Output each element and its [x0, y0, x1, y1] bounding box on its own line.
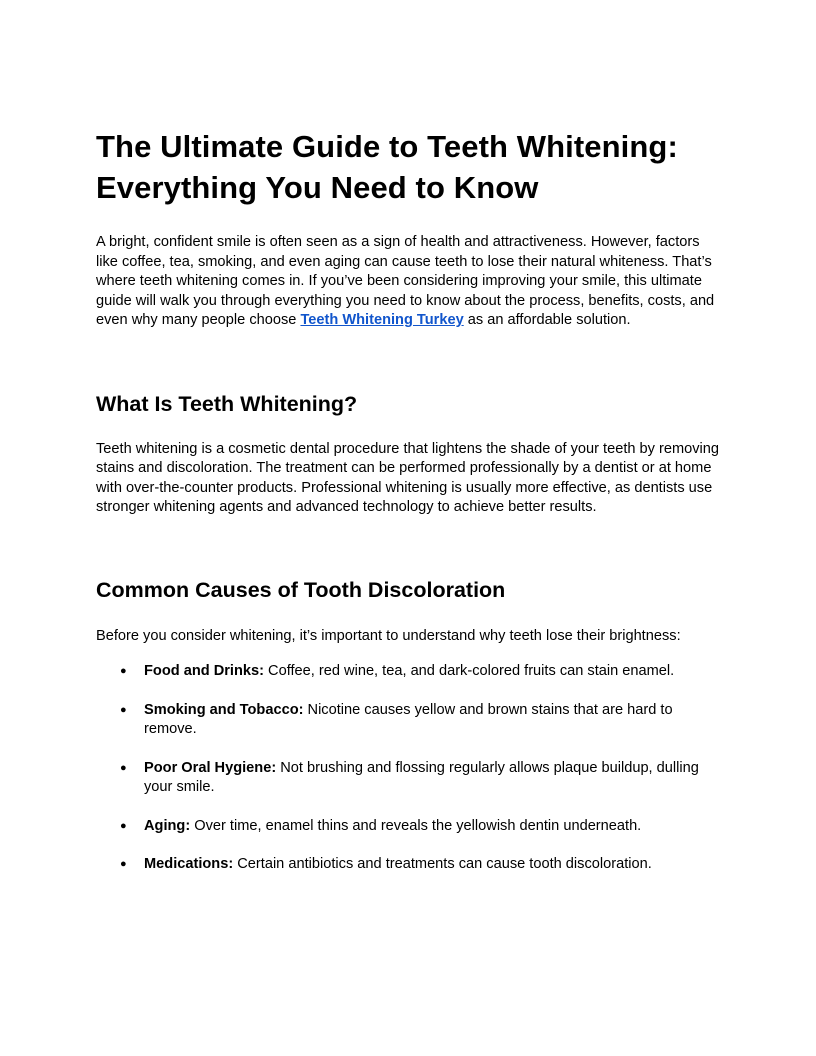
intro-text-after: as an affordable solution.: [463, 312, 631, 328]
bullet-icon: ●: [120, 819, 127, 832]
list-item-term: Aging:: [144, 817, 191, 834]
list-item: [96, 759, 720, 798]
section-heading-causes: Common Causes of Tooth Discoloration: [96, 577, 506, 602]
bullet-icon: ●: [120, 665, 127, 677]
causes-list: [96, 662, 720, 875]
list-item-text: Certain antibiotics and treatments can cause tooth discoloration.: [233, 856, 652, 872]
list-item-term: Medications:: [144, 856, 234, 872]
list-item-term: Smoking and Tobacco:: [144, 701, 304, 718]
page-title: The Ultimate Guide to Teeth Whitening: Everything You Need to Know: [96, 129, 678, 205]
intro-text-before: A bright, confident smile is often seen as a sign of health and attractiveness. However, factors like coffee, tea, smoking, and even aging can cause teeth to lose their natural whiteness. That’s where teeth whitening comes in. If you’ve been considering improving your smile, this ultimate guide will walk you through everything you need to know about the process, benefits, costs, and even why many people choose: [96, 234, 715, 328]
bullet-icon: ●: [120, 858, 127, 870]
list-item-text: Over time, enamel thins and reveals the yellowish dentin underneath.: [190, 817, 642, 834]
list-item: [96, 701, 720, 740]
teeth-whitening-turkey-link[interactable]: Teeth Whitening Turkey: [300, 312, 464, 328]
list-item: [96, 817, 720, 837]
causes-intro-paragraph: Before you consider whitening, it’s important to understand why teeth lose their brightness:: [96, 627, 681, 644]
section-heading-what: What Is Teeth Whitening?: [96, 391, 358, 416]
list-item: [96, 662, 720, 682]
list-item-text: Nicotine causes yellow and brown stains that are hard to remove.: [144, 701, 673, 737]
bullet-icon: ●: [120, 761, 127, 774]
list-item-term: Poor Oral Hygiene:: [144, 759, 277, 776]
list-item: [96, 855, 720, 875]
bullet-icon: ●: [120, 703, 127, 716]
list-item-text: Coffee, red wine, tea, and dark-colored fruits can stain enamel.: [264, 663, 675, 679]
list-item-term: Food and Drinks:: [144, 663, 264, 679]
list-item-text: Not brushing and flossing regularly allows plaque buildup, dulling your smile.: [144, 759, 699, 795]
what-paragraph: Teeth whitening is a cosmetic dental procedure that lightens the shade of your teeth by removing stains and discoloration. The treatment can be performed professionally by a dentist or at home with over-the-counter products. Professional whitening is usually more effective, as dentists use stronger whitening agents and advanced technology to achieve better results.: [96, 440, 720, 515]
intro-paragraph: [96, 233, 720, 331]
